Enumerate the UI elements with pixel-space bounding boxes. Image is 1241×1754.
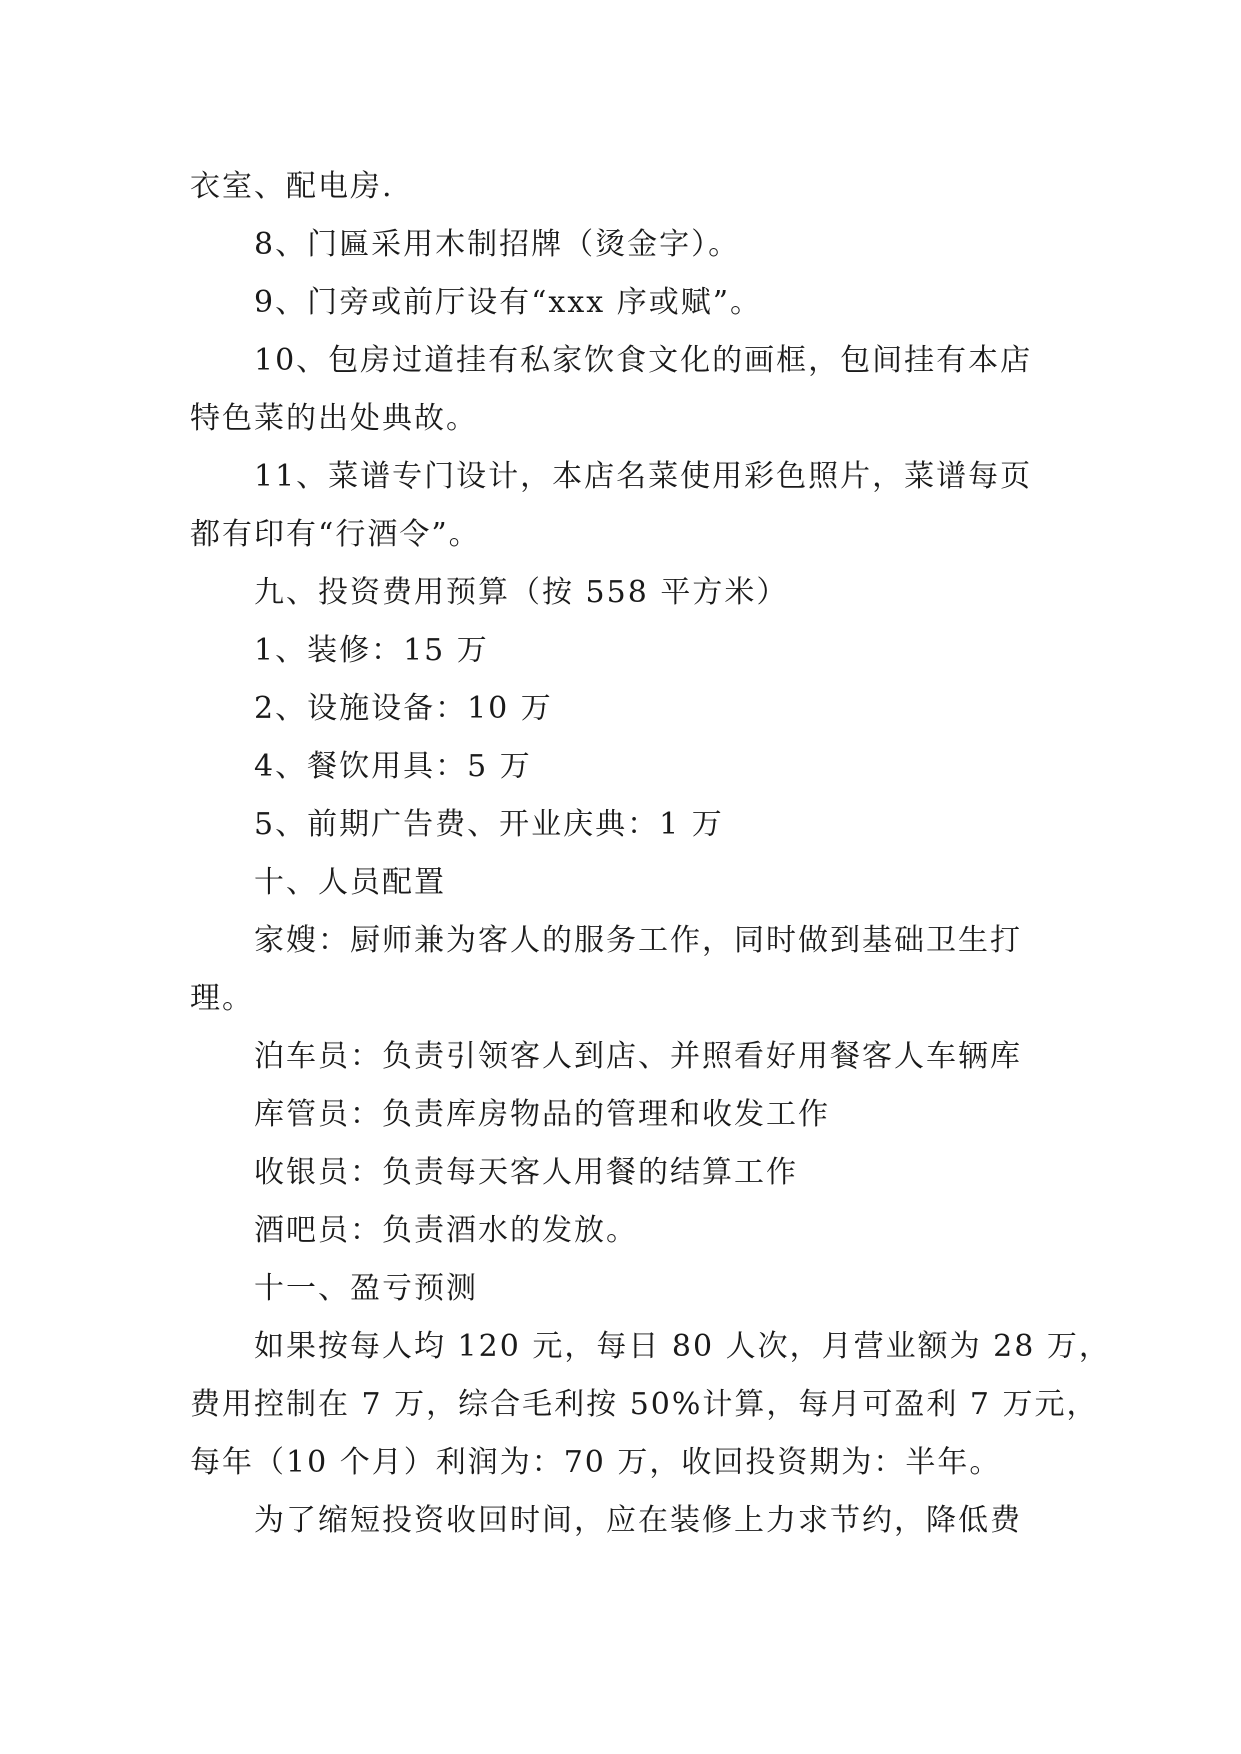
section-heading: 十一、盈亏预测 xyxy=(254,1271,478,1306)
text-line: 库管员：负责库房物品的管理和收发工作 xyxy=(254,1097,830,1132)
text-line: 2、设施设备：10 万 xyxy=(254,691,553,726)
document-body xyxy=(190,158,1111,1550)
text-line: 1、装修：15 万 xyxy=(254,633,489,668)
text-line: 理。 xyxy=(190,981,254,1016)
text-line: 酒吧员：负责酒水的发放。 xyxy=(254,1213,638,1248)
text-line: 5、前期广告费、开业庆典：1 万 xyxy=(254,807,724,842)
text-line: 8、门匾采用木制招牌（烫金字）。 xyxy=(254,227,741,262)
text-line: 9、门旁或前厅设有“xxx 序或赋”。 xyxy=(254,285,763,320)
text-line: 为了缩短投资收回时间，应在装修上力求节约，降低费 xyxy=(254,1503,1022,1538)
text-line: 衣室、配电房. xyxy=(190,169,394,204)
text-line: 家嫂：厨师兼为客人的服务工作，同时做到基础卫生打 xyxy=(254,923,1022,958)
text-line: 都有印有“行酒令”。 xyxy=(190,517,481,552)
text-line: 10、包房过道挂有私家饮食文化的画框，包间挂有本店 xyxy=(254,343,1033,378)
section-heading: 九、投资费用预算（按 558 平方米） xyxy=(254,575,789,610)
text-line: 4、餐饮用具：5 万 xyxy=(254,749,532,784)
text-line: 11、菜谱专门设计，本店名菜使用彩色照片，菜谱每页 xyxy=(254,459,1033,494)
text-line: 如果按每人均 120 元，每日 80 人次，月营业额为 28 万， xyxy=(254,1329,1111,1364)
section-heading: 十、人员配置 xyxy=(254,865,446,900)
text-line: 收银员：负责每天客人用餐的结算工作 xyxy=(254,1155,798,1190)
text-line: 费用控制在 7 万，综合毛利按 50%计算，每月可盈利 7 万元， xyxy=(190,1387,1099,1422)
text-line: 每年（10 个月）利润为：70 万，收回投资期为：半年。 xyxy=(190,1445,1002,1480)
text-line: 泊车员：负责引领客人到店、并照看好用餐客人车辆库 xyxy=(254,1039,1022,1074)
text-line: 特色菜的出处典故。 xyxy=(190,401,478,436)
